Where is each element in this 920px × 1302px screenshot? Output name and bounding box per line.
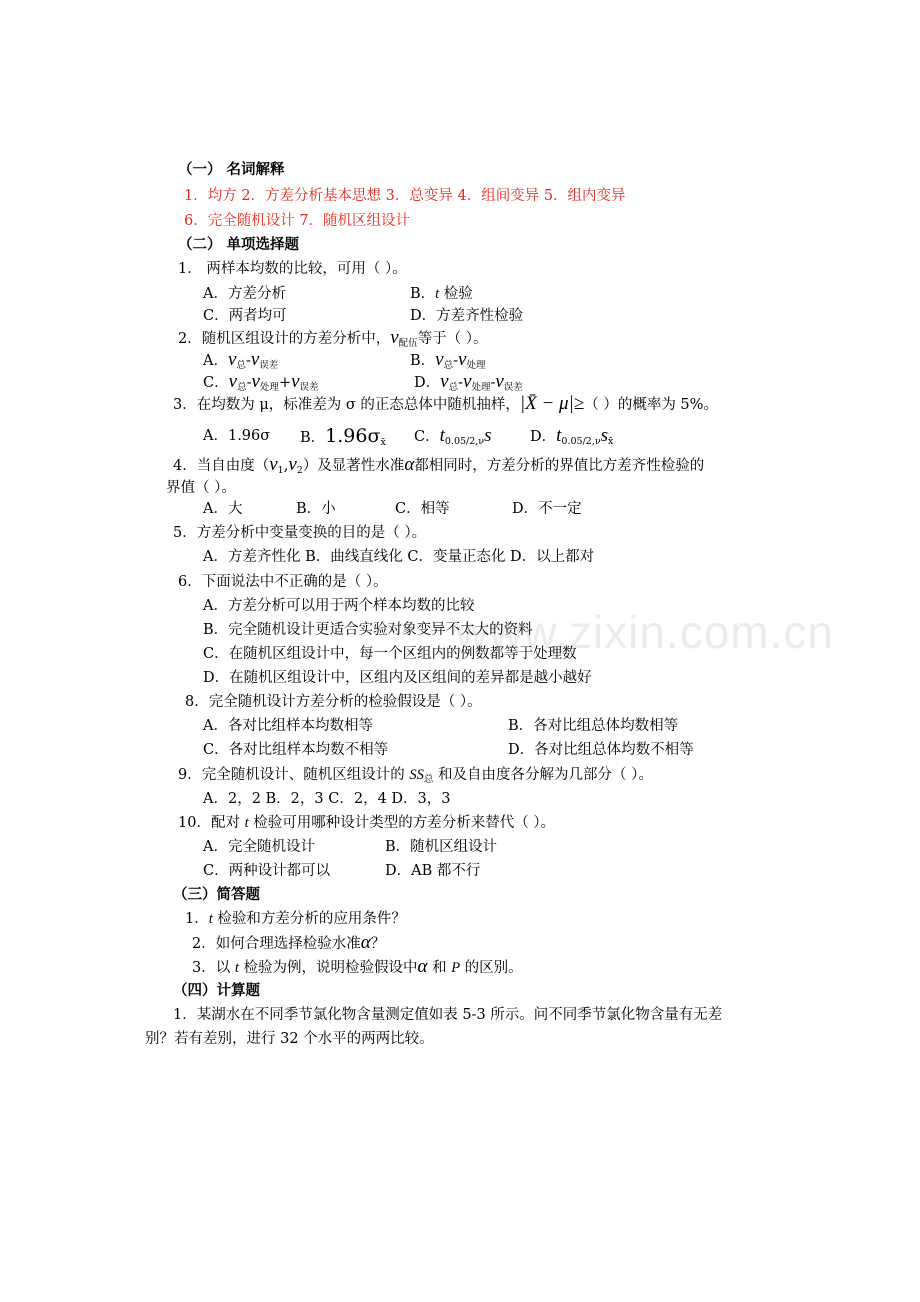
q1-stem: 1． 两样本均数的比较，可用（ ）。 xyxy=(178,261,407,277)
q4-option-d: D．不一定 xyxy=(512,501,582,517)
calculation-q1-line-2: 别？若有差别，进行 32 个水平的两两比较。 xyxy=(145,1031,434,1047)
q9-options: A．2，2 B．2，3 C．2，4 D．3，3 xyxy=(203,791,451,807)
q1-option-c: C．两者均可 xyxy=(203,308,287,324)
q2-option-a: A．$\nu_总-\nu_{误差}$ xyxy=(203,349,279,371)
q6-option-c: C．在随机区组设计中，每一个区组内的例数都等于处理数 xyxy=(203,646,577,662)
q6-stem: 6．下面说法中不正确的是（ ）。 xyxy=(178,574,388,590)
q3-stem: 3．在均数为 μ，标准差为 σ 的正态总体中随机抽样，|X̄ − μ|≥（ ）的概率为 5%。 xyxy=(173,393,718,414)
q3-option-a: A．1.96σ xyxy=(203,428,271,444)
q1-option-a: A．方差分析 xyxy=(203,286,286,302)
short-answer-q2: 2．如何合理选择检验水准α？ xyxy=(192,932,386,953)
calculation-q1-line-1: 1．某湖水在不同季节氯化物含量测定值如表 5-3 所示。问不同季节氯化物含量有无差 xyxy=(173,1007,723,1023)
terms-line-1: 1．均方 2．方差分析基本思想 3．总变异 4．组间变异 5．组内变异 xyxy=(184,188,626,204)
q6-option-b: B．完全随机设计更适合实验对象变异不太大的资料 xyxy=(203,622,533,638)
q4-option-c: C．相等 xyxy=(395,501,450,517)
q10-option-d: D．AB 都不行 xyxy=(385,863,481,879)
q5-stem: 5．方差分析中变量变换的目的是（ ）。 xyxy=(173,525,427,541)
q2-option-c: C．$\nu_总-\nu_{处理}+\nu_{误差}$ xyxy=(203,371,319,393)
q10-option-c: C．两种设计都可以 xyxy=(203,863,331,879)
q1-option-b: B．t 检验 xyxy=(410,286,473,302)
watermark: www.zixin.com.cn xyxy=(455,606,834,658)
q2-option-b: B．$\nu_总-\nu_{处理}$ xyxy=(410,349,486,371)
q9-stem: 9．完全随机设计、随机区组设计的 $SS_总$ 和及自由度各分解为几部分（ ）。 xyxy=(178,767,653,785)
q5-options: A．方差齐性化 B．曲线直线化 C．变量正态化 D．以上都对 xyxy=(203,549,595,565)
section-heading-short-answer: （三）简答题 xyxy=(173,886,260,903)
q8-option-c: C．各对比组样本均数不相等 xyxy=(203,742,389,758)
q2-option-d: D．$\nu_总-\nu_{处理}-\nu_{误差}$ xyxy=(414,371,523,393)
q8-stem: 8．完全随机设计方差分析的检验假设是（ ）。 xyxy=(185,694,482,710)
q4-option-b: B．小 xyxy=(296,501,336,517)
q3-option-d: D．$t_{0.05/2,\nu}s_{x̄}$ xyxy=(530,425,614,447)
short-answer-q3: 3．以 t 检验为例，说明检验假设中α 和 P 的区别。 xyxy=(192,956,523,977)
section-heading-terms: （一） 名词解释 xyxy=(178,161,285,178)
short-answer-q1: 1．t 检验和方差分析的应用条件？ xyxy=(185,911,406,927)
q6-option-a: A．方差分析可以用于两个样本均数的比较 xyxy=(203,598,475,614)
q3-option-c: C．$t_{0.05/2,\nu}s$ xyxy=(414,425,492,447)
q10-option-a: A．完全随机设计 xyxy=(203,839,315,855)
q2-stem: 2．随机区组设计的方差分析中，$\nu_{配伍}$等于（ ）。 xyxy=(178,327,488,349)
q8-option-a: A．各对比组样本均数相等 xyxy=(203,718,373,734)
q8-option-d: D．各对比组总体均数不相等 xyxy=(508,742,694,758)
q6-option-d: D．在随机区组设计中，区组内及区组间的差异都是越小越好 xyxy=(203,670,592,686)
q3-option-b: B．$1.96\sigma_{x̄}$ xyxy=(300,425,386,448)
terms-line-2: 6．完全随机设计 7．随机区组设计 xyxy=(184,213,411,229)
section-heading-calculation: （四）计算题 xyxy=(173,982,260,999)
q4-stem-line-2: 界值（ ）。 xyxy=(166,480,236,496)
q8-option-b: B．各对比组总体均数相等 xyxy=(508,718,679,734)
q10-option-b: B．随机区组设计 xyxy=(385,839,498,855)
section-heading-choice: （二） 单项选择题 xyxy=(178,236,300,253)
q4-option-a: A．大 xyxy=(203,501,243,517)
q1-option-d: D．方差齐性检验 xyxy=(410,308,524,324)
q4-stem-line-1: 4．当自由度$(\nu_1,\nu_2)$及显著性水准α都相同时，方差分析的界值比方差齐性检验的 xyxy=(173,454,705,476)
q10-stem: 10．配对 t 检验可用哪种设计类型的方差分析来替代（ ）。 xyxy=(178,815,556,831)
